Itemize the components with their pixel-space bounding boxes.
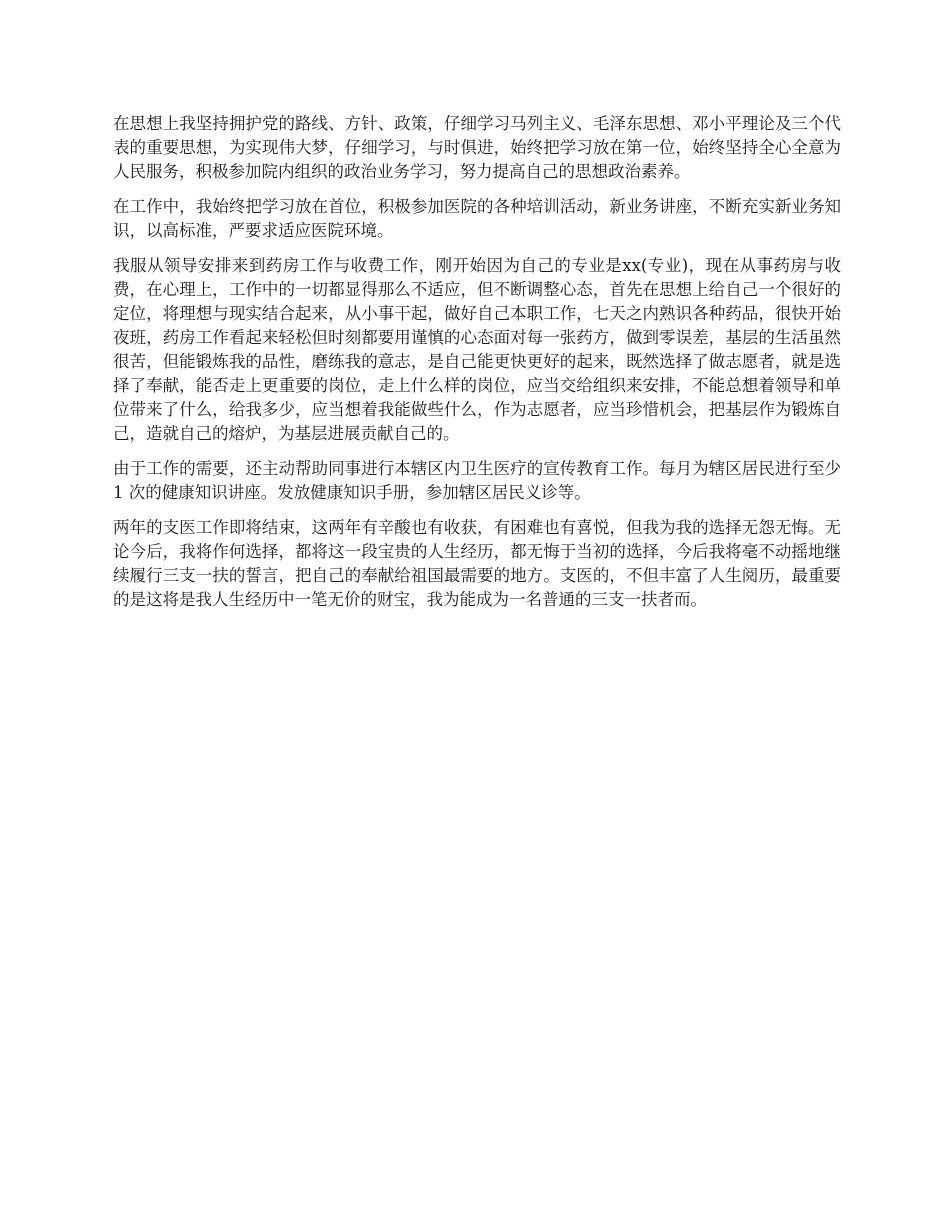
document-body bbox=[113, 112, 841, 623]
paragraph-conclusion: 两年的支医工作即将结束，这两年有辛酸也有收获，有困难也有喜悦，但我为我的选择无怨无悔。无论今后，我将作何选择，都将这一段宝贵的人生经历，都无悔于当初的选择，今后我将毫不动摇地继续履行三支一扶的誓言，把自己的奉献给祖国最需要的地方。支医的，不但丰富了人生阅历，最重要的是这将是我人生经历中一笔无价的财宝，我为能成为一名普通的三支一扶者而。 bbox=[113, 518, 841, 609]
paragraph-pharmacy-work: 我服从领导安排来到药房工作与收费工作，刚开始因为自己的专业是xx(专业)，现在从事药房与收费，在心理上，工作中的一切都显得那么不适应，但不断调整心态，首先在思想上给自己一个很好的定位，将理想与现实结合起来，从小事干起，做好自己本职工作，七天之内熟识各种药品，很快开始夜班，药房工作看起来轻松但时刻都要用谨慎的心态面对每一张药方，做到零误差，基层的生活虽然很苦，但能锻炼我的品性，磨练我的意志，是自己能更快更好的起来，既然选择了做志愿者，就是选择了奉献，能否走上更重要的岗位，走上什么样的岗位，应当交给组织来安排，不能总想着领导和单位带来了什么，给我多少，应当想着我能做些什么，作为志愿者，应当珍惜机会，把基层作为锻炼自己，造就自己的熔炉，为基层进展贡献自己的。 bbox=[113, 256, 841, 443]
paragraph-health-education: 由于工作的需要，还主动帮助同事进行本辖区内卫生医疗的宣传教育工作。每月为辖区居民进行至少 1 次的健康知识讲座。发放健康知识手册，参加辖区居民义诊等。 bbox=[113, 459, 841, 502]
paragraph-political-thought: 在思想上我坚持拥护党的路线、方针、政策，仔细学习马列主义、毛泽东思想、邓小平理论及三个代表的重要思想，为实现伟大梦，仔细学习，与时俱进，始终把学习放在第一位，始终坚持全心全意为人民服务，积极参加院内组织的政治业务学习，努力提高自己的思想政治素养。 bbox=[113, 114, 841, 181]
paragraph-work-learning: 在工作中，我始终把学习放在首位，积极参加医院的各种培训活动，新业务讲座，不断充实新业务知识，以高标准，严要求适应医院环境。 bbox=[113, 197, 841, 240]
